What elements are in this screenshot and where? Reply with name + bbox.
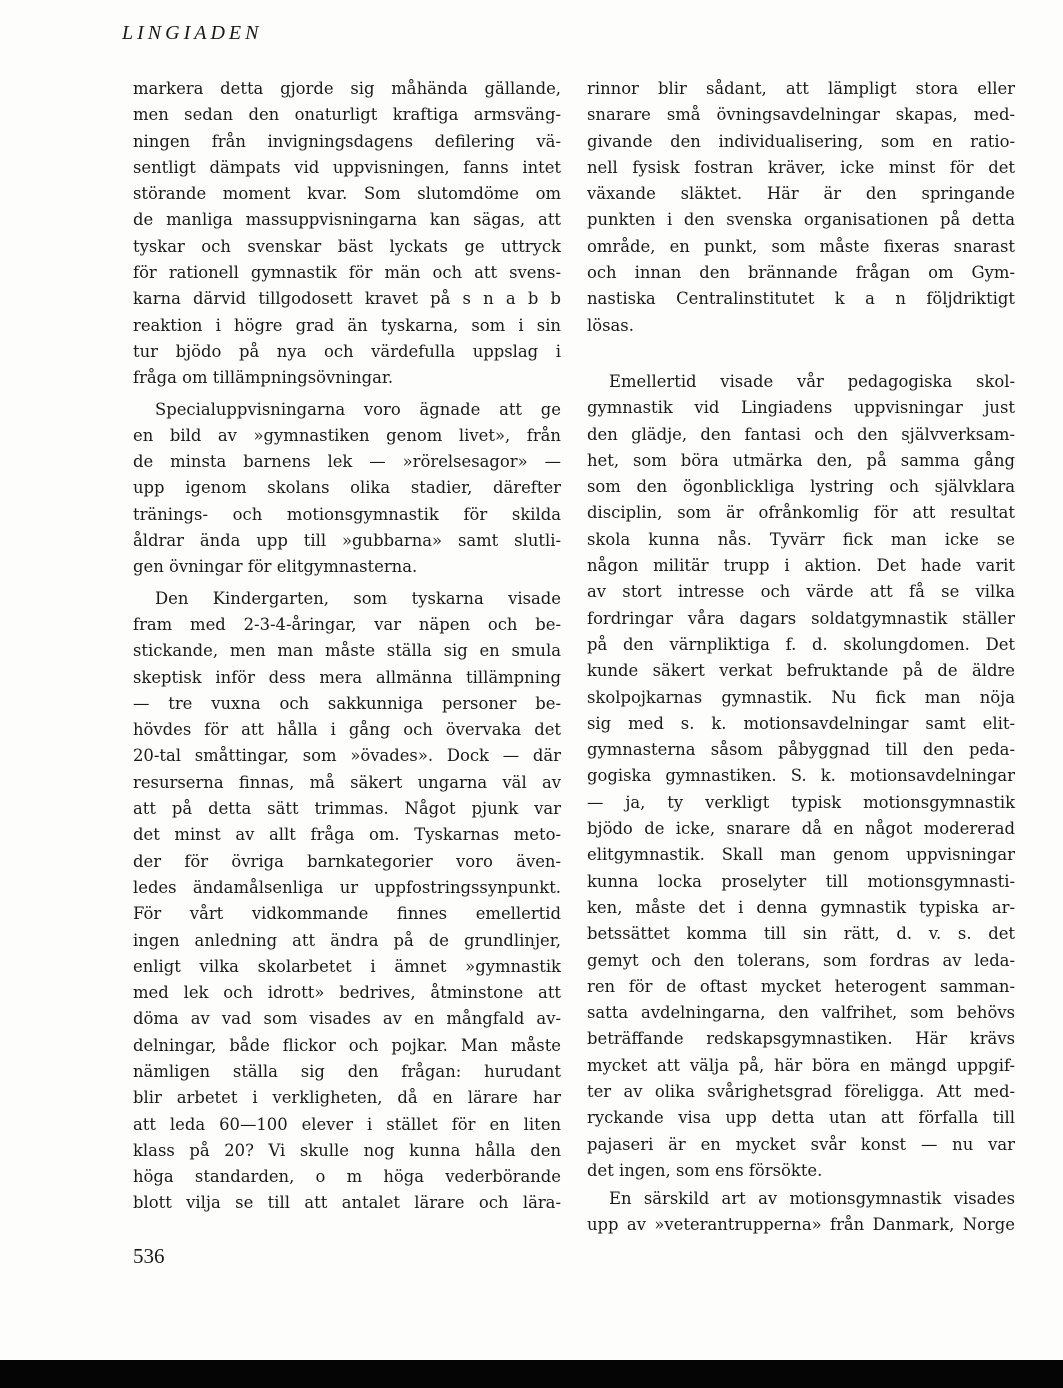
text-line: delningar, både flickor och pojkar. Man måste [133, 1035, 561, 1055]
text-line: För vårt vidkommande finnes emellertid [133, 904, 561, 924]
text-line: som den ögonblickliga lystring och självklara [587, 477, 1015, 497]
text-line: av stort intresse och värde att få se vilka [587, 582, 1015, 602]
running-header: LINGIADEN [122, 22, 263, 44]
paragraph [587, 1186, 1015, 1239]
text-line: klass på 20? Vi skulle nog kunna hålla den [133, 1140, 561, 1160]
text-line: den glädje, den fantasi och den självverksam- [587, 424, 1015, 444]
text-line: det minst av allt fråga om. Tyskarnas meto- [133, 825, 561, 845]
text-line: med lek och idrott» bedrives, åtminstone att [133, 983, 561, 1003]
text-line: kunde säkert verkat befruktande på de äldre [587, 661, 1015, 681]
text-line: 20-tal småttingar, som »övades». Dock — där [133, 746, 561, 766]
text-line: — ja, ty verkligt typisk motionsgymnastik [587, 792, 1015, 812]
text-line: satta avdelningarna, den valfrihet, som behövs [587, 1003, 1015, 1023]
text-line: elitgymnastik. Skall man genom uppvisningar [587, 845, 1015, 865]
text-line: ren för de oftast mycket heterogent samman- [587, 976, 1015, 996]
text-line: ningen från invigningsdagens defilering vä- [133, 131, 561, 151]
paragraph [133, 397, 561, 581]
text-line: nämligen ställa sig den frågan: hurudant [133, 1061, 561, 1081]
text-line: nastiska Centralinstitutet k a n följdriktigt [587, 289, 1015, 309]
text-line: blott vilja se till att antalet lärare och lära- [133, 1193, 561, 1213]
text-line: lösas. [587, 315, 634, 335]
scan-border [0, 1360, 1063, 1388]
text-line: betssättet komma till sin rätt, d. v. s. det [587, 924, 1015, 944]
text-line: Den Kindergarten, som tyskarna visade [155, 588, 561, 608]
text-line: fordringar våra dagars soldatgymnastik ställer [587, 608, 1015, 628]
text-line: rinnor blir sådant, att lämpligt stora eller [587, 79, 1015, 98]
text-line: nell fysisk fostran kräver, icke minst för det [587, 157, 1015, 177]
text-line: en bild av »gymnastiken genom livet», från [133, 425, 561, 445]
text-line: Specialuppvisningarna voro ägnade att ge [155, 399, 561, 419]
text-line: fram med 2-3-4-åringar, var näpen och be- [133, 614, 561, 634]
text-line: höga standarden, o m höga vederbörande [133, 1167, 561, 1187]
text-line: disciplin, som är ofrånkomlig för att resultat [587, 503, 1015, 523]
text-line: — tre vuxna och sakkunniga personer be- [133, 693, 561, 713]
paragraph [133, 76, 561, 392]
text-line: ingen anledning att ändra på de grundlinjer, [133, 930, 561, 950]
text-line: hövdes för att hålla i gång och övervaka det [133, 720, 561, 740]
text-line: fråga om tillämpningsövningar. [133, 368, 394, 388]
text-line: tur bjödo på nya och värdefulla uppslag i [133, 341, 561, 361]
left-column [133, 76, 561, 1217]
text-line: för rationell gymnastik för män och att svens- [133, 263, 561, 283]
text-line: skolpojkarnas gymnastik. Nu fick man nöja [587, 687, 1015, 707]
text-line: gemyt och den tolerans, som fordras av leda- [587, 950, 1015, 970]
text-line: gymnastik vid Lingiadens uppvisningar just [587, 398, 1015, 418]
text-line: kunna locka proselyter till motionsgymnasti- [587, 871, 1015, 891]
text-line: någon militär trupp i aktion. Det hade varit [587, 556, 1015, 576]
text-line: het, som böra utmärka den, på samma gång [587, 450, 1015, 470]
text-line: upp av »veterantrupperna» från Danmark, Norge [587, 1215, 1015, 1235]
text-line: att på detta sätt trimmas. Något pjunk var [133, 799, 561, 819]
text-line: tränings- och motionsgymnastik för skilda [133, 504, 561, 524]
text-line: åldrar ända upp till »gubbarna» samt slutli- [133, 531, 561, 551]
text-line: snarare små övningsavdelningar skapas, med- [587, 105, 1015, 125]
text-line: bjödo de icke, snarare då en något modererad [587, 819, 1015, 839]
text-line: det ingen, som ens försökte. [587, 1160, 823, 1180]
text-line: störande moment kvar. Som slutomdöme om [133, 184, 561, 204]
paragraph [587, 76, 1015, 339]
text-line: reaktion i högre grad än tyskarna, som i sin [133, 315, 561, 335]
text-line: område, en punkt, som måste fixeras snarast [587, 236, 1015, 256]
text-line: ledes ändamålsenliga ur uppfostringssynpunkt. [133, 877, 561, 897]
text-line: men sedan den onaturligt kraftiga armsväng- [133, 105, 561, 125]
text-line: upp igenom skolans olika stadier, därefter [133, 478, 561, 498]
text-line: pajaseri är en mycket svår konst — nu var [587, 1134, 1015, 1154]
text-line: de minsta barnens lek — »rörelsesagor» — [133, 452, 561, 472]
text-line: skola kunna nås. Tyvärr fick man icke se [587, 529, 1015, 549]
text-line: gen övningar för elitgymnasterna. [133, 557, 418, 577]
text-line: ter av olika svårighetsgrad föreligga. Att med- [587, 1081, 1015, 1101]
text-line: der för övriga barnkategorier voro även- [133, 851, 561, 871]
text-line: enligt vilka skolarbetet i ämnet »gymnastik [133, 956, 561, 976]
text-line: beträffande redskapsgymnastiken. Här krävs [587, 1029, 1015, 1049]
text-line: döma av vad som visades av en mångfald av- [133, 1009, 561, 1029]
text-line: resurserna finnas, må säkert ungarna väl av [133, 772, 561, 792]
text-line: ryckande visa upp detta utan att förfalla till [587, 1108, 1015, 1128]
text-line: gogiska gymnastiken. S. k. motionsavdelningar [587, 766, 1015, 786]
text-line: Emellertid visade vår pedagogiska skol- [609, 371, 1015, 391]
text-line: ken, måste det i denna gymnastik typiska ar- [587, 897, 1015, 917]
text-line: de manliga massuppvisningarna kan sägas, att [133, 210, 561, 230]
text-line: punkten i den svenska organisationen på detta [587, 210, 1015, 230]
text-line: stickande, men man måste ställa sig en smula [133, 641, 561, 661]
page-number: 536 [133, 1244, 165, 1268]
text-line: och innan den brännande frågan om Gym- [587, 263, 1015, 283]
text-line: gymnasterna såsom påbyggnad till den peda- [587, 740, 1015, 760]
text-line: blir arbetet i verkligheten, då en lärare har [133, 1088, 561, 1108]
text-line: mycket att välja på, här böra en mängd uppgif- [587, 1055, 1015, 1075]
text-line: tyskar och svenskar bäst lyckats ge uttryck [133, 236, 561, 256]
text-line: En särskild art av motionsgymnastik visades [609, 1189, 1015, 1209]
text-line: på den värnpliktiga f. d. skolungdomen. Det [587, 634, 1015, 654]
text-line: markera detta gjorde sig måhända gällande, [133, 79, 561, 98]
paragraph [587, 369, 1015, 1184]
text-line: att leda 60—100 elever i stället för en liten [133, 1114, 561, 1134]
paragraph [133, 586, 561, 1217]
text-line: givande den individualisering, som en ratio- [587, 131, 1015, 151]
text-line: karna därvid tillgodosett kravet på s n a b b [133, 289, 561, 309]
text-line: växande släktet. Här är den springande [587, 184, 1015, 204]
right-column [587, 76, 1015, 1239]
text-line: skeptisk inför dess mera allmänna tillämpning [133, 667, 561, 687]
text-line: sig med s. k. motionsavdelningar samt elit- [587, 713, 1015, 733]
text-line: sentligt dämpats vid uppvisningen, fanns intet [133, 157, 561, 177]
